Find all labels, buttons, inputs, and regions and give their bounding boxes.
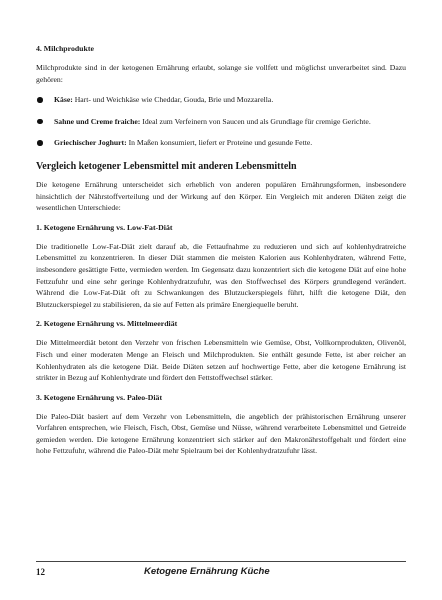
page-content (36, 44, 406, 466)
bullet-item-kaese (36, 94, 406, 106)
bullet-icon (37, 119, 43, 125)
bullet-term: Sahne und Creme fraiche: (54, 116, 141, 126)
subheading-low-fat: 1. Ketogene Ernährung vs. Low-Fat-Diät (36, 222, 173, 232)
section-title: Vergleich ketogener Lebensmittel mit anderen Lebensmitteln (36, 160, 297, 172)
bullet-item-joghurt (36, 137, 406, 149)
subheading-mittelmeer: 2. Ketogene Ernährung vs. Mittelmeerdiät (36, 319, 178, 329)
bullet-item-sahne (36, 116, 406, 128)
milchprodukte-heading: 4. Milchprodukte (36, 44, 94, 53)
bullet-text: Ideal zum Verfeinern von Saucen und als Grundlage für cremige Gerichte. (140, 116, 371, 126)
bullet-term: Griechischer Joghurt: (54, 138, 127, 148)
low-fat-paragraph: Die traditionelle Low-Fat-Diät zielt darauf ab, die Fettaufnahme zu reduzieren und sich auf kohlenhydratreiche Lebensmittel zu konzentrieren. In dieser Diät stammen die meisten Kalorien aus Kohlenhydraten, während Fette, insbesondere gesättigte Fette, vermieden werden. Im Gegensatz dazu konzentriert sich die ketogene Diät auf eine hohe Fettzufuhr und eine sehr geringe Kohlenhydratzufuhr, was den Stoffwechsel des Körpers grundlegend verändert. Während die Low-Fat-Diät oft zu Schwankungen des Blutzuckerspiegels führt, hilft die ketogene Diät, den Blutzuckerspiegel zu stabilisieren, da sie auf Fetten als primäre Energiequelle beruht. (36, 241, 406, 309)
bullet-icon (37, 97, 43, 103)
footer-divider (36, 561, 406, 562)
dairy-bullet-list (36, 94, 406, 149)
subheading-paleo: 3. Ketogene Ernährung vs. Paleo-Diät (36, 392, 163, 402)
bullet-text: Hart- und Weichkäse wie Cheddar, Gouda, Brie und Mozzarella. (72, 95, 274, 105)
paleo-paragraph: Die Paleo-Diät basiert auf dem Verzehr von Lebensmitteln, die angeblich der prähistorischen Ernährung unserer Vorfahren entsprechen, wie Fleisch, Fisch, Obst, Gemüse und Nüsse, während verarbeitete Lebensmittel und Getreide gemieden werden. Die ketogene Ernährung konzentriert sich stärker auf den Makronährstoffgehalt und fördert eine hohe Fettzufuhr, während die Paleo-Diät mehr Spielraum bei der Kohlenhydratzufuhr lässt. (36, 411, 406, 456)
mittelmeer-paragraph: Die Mittelmeerdiät betont den Verzehr von frischen Lebensmitteln wie Gemüse, Obst, Vollkornprodukten, Olivenöl, Fisch und einer moderaten Menge an Fleisch und Milchprodukten. Sie enthält gesunde Fette, ist aber reicher an Kohlenhydraten als die ketogene Diät. Beide Diäten setzen auf hochwertige Fette, aber die ketogene Ernährung ist strikter in Bezug auf Kohlenhydrate und fördert den Fettstoffwechsel stärker. (36, 338, 406, 383)
milchprodukte-paragraph: Milchprodukte sind in der ketogenen Ernährung erlaubt, solange sie vollfett und möglichst unverarbeitet sind. Dazu gehören: (36, 63, 406, 84)
page-footer (36, 561, 406, 577)
bullet-icon (37, 140, 43, 146)
bullet-term: Käse: (54, 95, 73, 105)
bullet-text: In Maßen konsumiert, liefert er Proteine und gesunde Fette. (126, 138, 313, 148)
page-number: 12 (36, 567, 45, 577)
intro-paragraph: Die ketogene Ernährung unterscheidet sich erheblich von anderen populären Ernährungsformen, insbesondere hinsichtlich der Nährstoffverteilung und der Wirkung auf den Körper. Ein Vergleich mit anderen Diäten zeigt die wesentlichen Unterschiede: (36, 179, 406, 213)
footer-book-title: Ketogene Ernährung Küche (144, 566, 270, 577)
